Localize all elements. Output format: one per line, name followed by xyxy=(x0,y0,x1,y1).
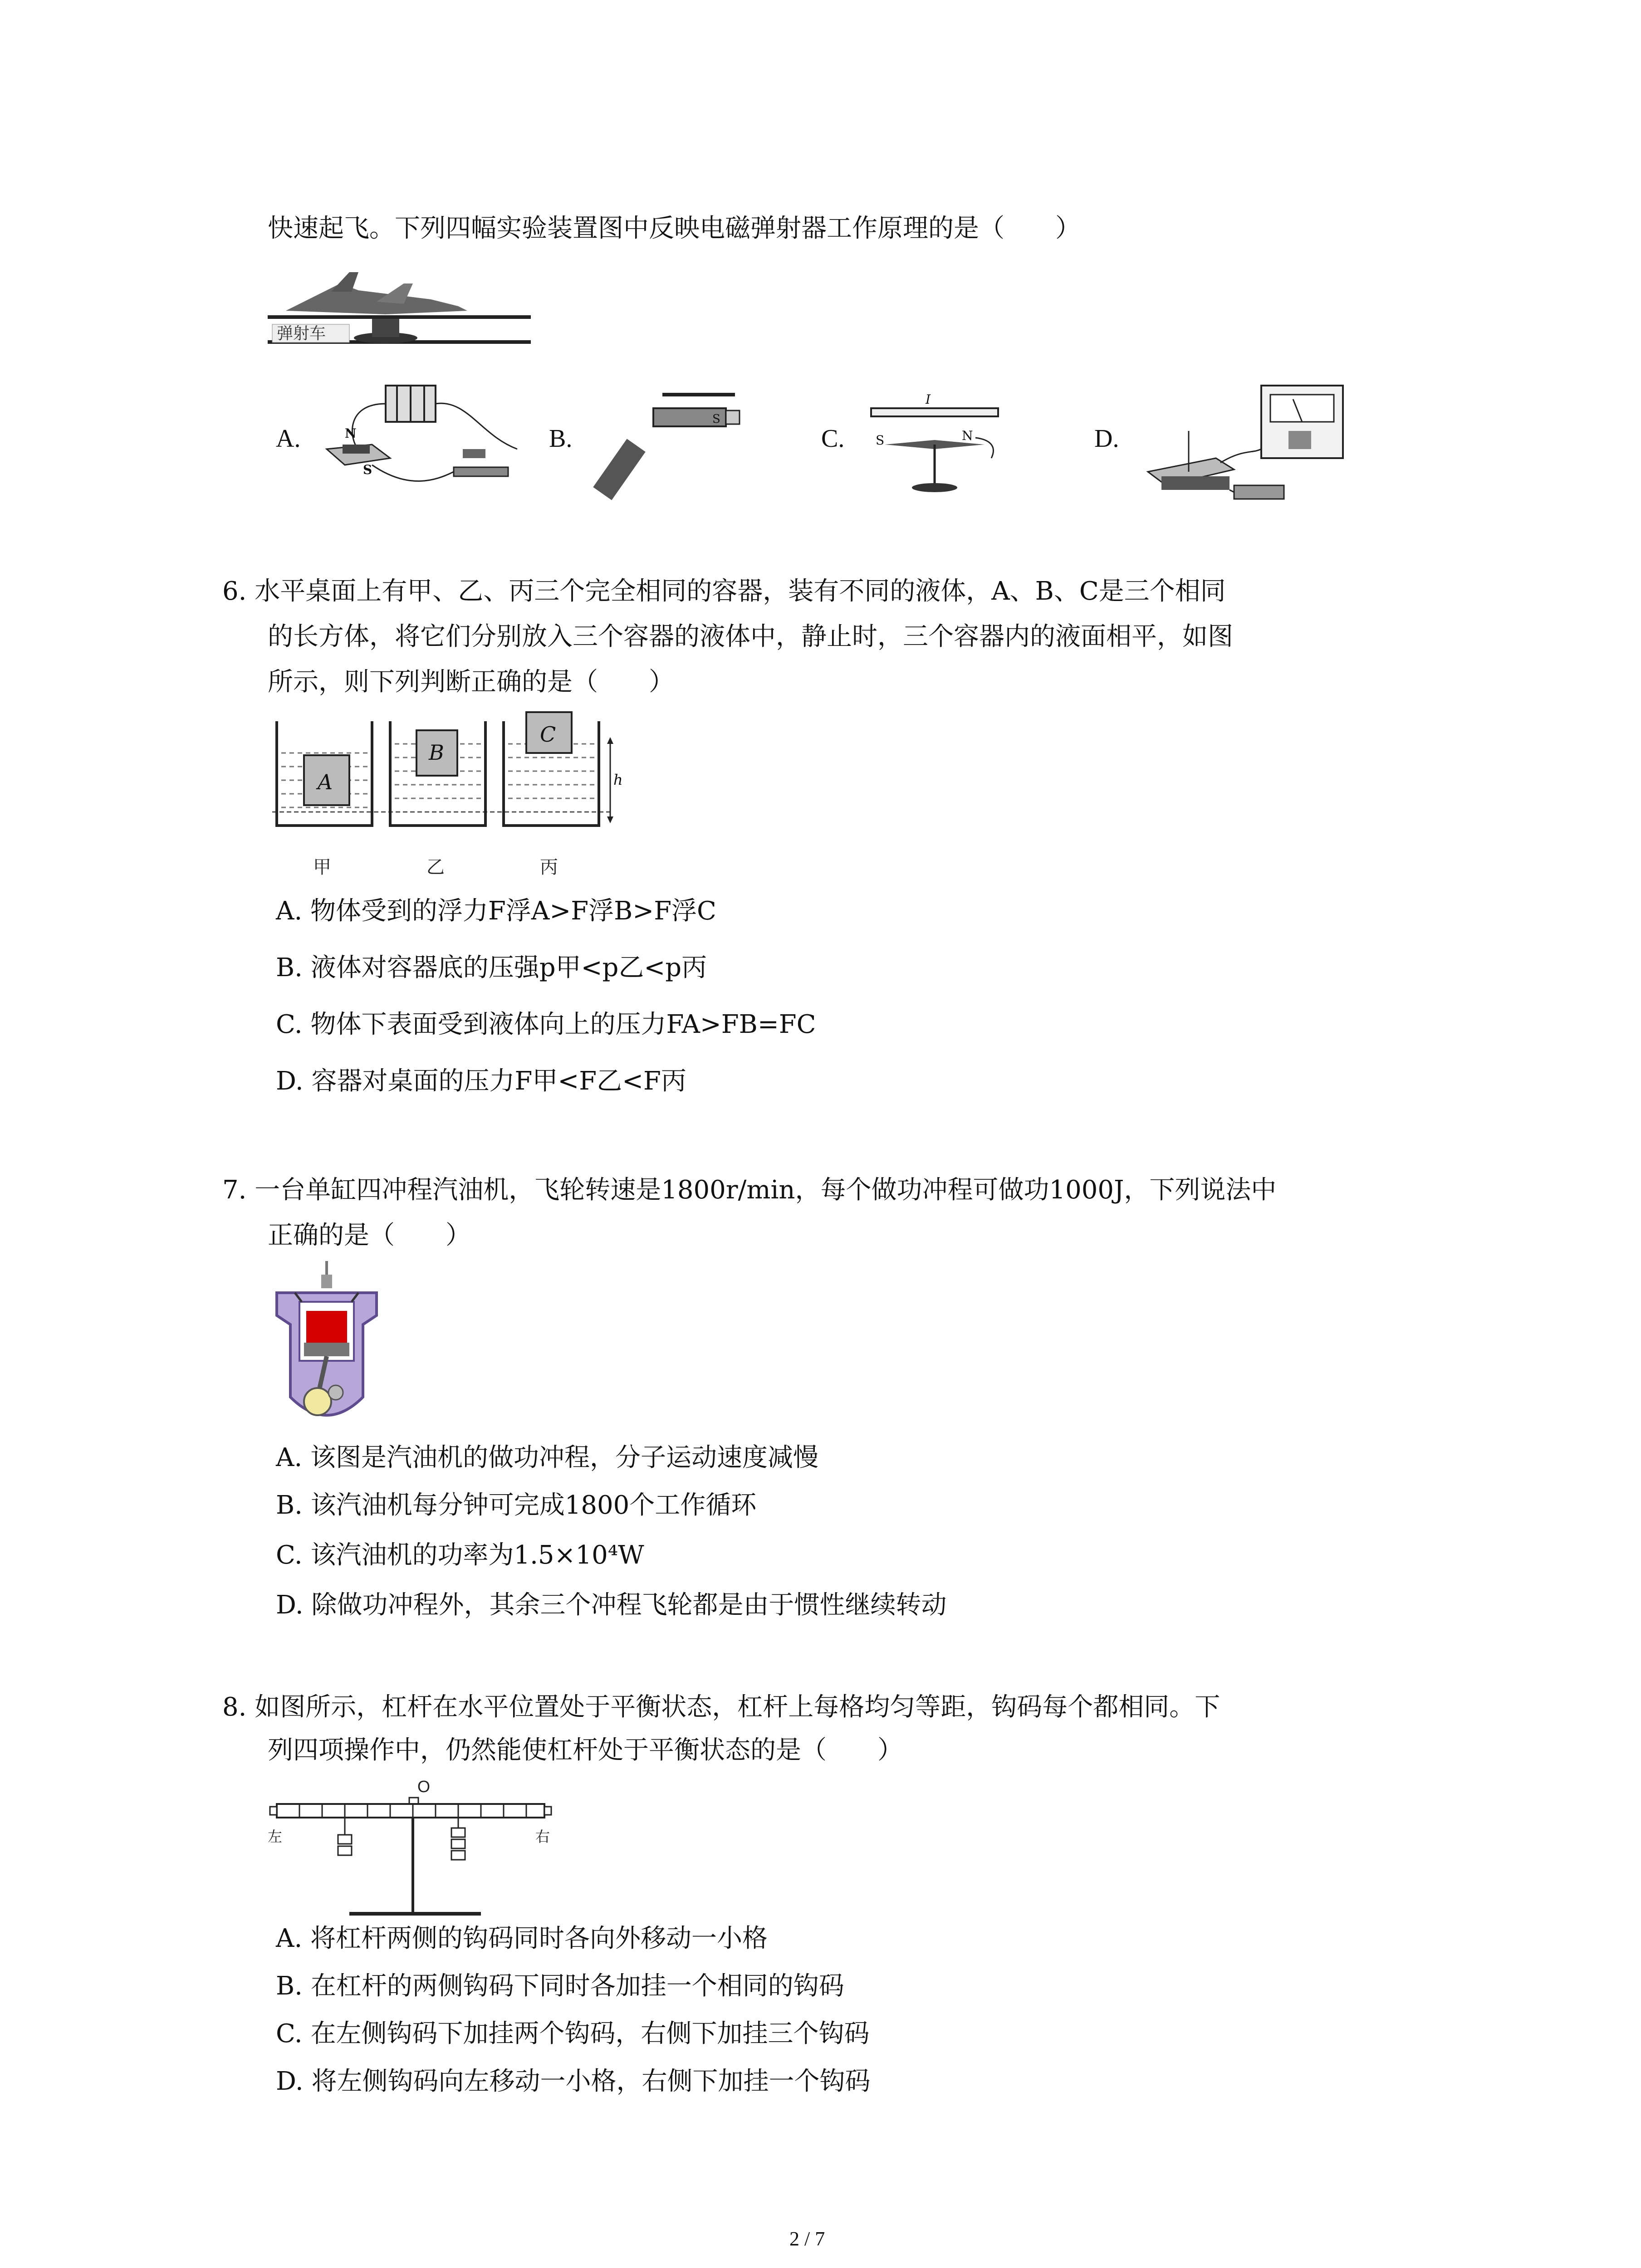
q8-option-d: D. 将左侧钩码向左移动一小格，右侧下加挂一个钩码 xyxy=(276,2067,871,2096)
q8-option-c: C. 在左侧钩码下加挂两个钩码，右侧下加挂三个钩码 xyxy=(276,2019,870,2048)
q7-option-c: C. 该汽油机的功率为1.5×10⁴W xyxy=(276,1540,644,1570)
svg-text:S: S xyxy=(712,412,720,426)
lever-figure xyxy=(268,1776,563,1926)
svg-text:S: S xyxy=(363,462,372,477)
container-jia-label: 甲 xyxy=(313,857,331,877)
left-label: 左 xyxy=(268,1828,283,1845)
svg-text:I: I xyxy=(926,392,931,407)
q6-text-line-1: 6. 水平桌面上有甲、乙、丙三个完全相同的容器，装有不同的液体，A、B、C是三个相同 xyxy=(222,577,1226,606)
svg-text:N: N xyxy=(962,428,973,443)
q7-text-line-2: 正确的是（ ） xyxy=(268,1221,471,1250)
q5-text-line: 快速起飞。下列四幅实验装置图中反映电磁弹射器工作原理的是（ ） xyxy=(268,214,1081,243)
block-b-label: B xyxy=(429,740,444,765)
q7-text-line-1: 7. 一台单缸四冲程汽油机，飞轮转速是1800r/min，每个做功冲程可做功1000J，下列说法中 xyxy=(222,1175,1277,1205)
right-label: 右 xyxy=(535,1828,550,1845)
q6-text-line-3: 所示，则下列判断正确的是（ ） xyxy=(268,667,674,697)
q8-text-line-1: 8. 如图所示，杠杆在水平位置处于平衡状态，杠杆上每格均匀等距，钩码每个都相同。下 xyxy=(222,1692,1220,1722)
q5-option-c-figure xyxy=(867,392,1003,503)
block-a-label: A xyxy=(318,770,333,794)
q5-option-a-figure xyxy=(318,381,522,490)
engine-figure xyxy=(268,1261,386,1433)
container-bing-label: 丙 xyxy=(540,857,558,877)
q6-option-c: C. 物体下表面受到液体向上的压力FA>FB=FC xyxy=(276,1010,816,1039)
q7-option-a: A. 该图是汽油机的做功冲程，分子运动速度减慢 xyxy=(276,1443,819,1472)
q6-option-a: A. 物体受到的浮力F浮A>F浮B>F浮C xyxy=(276,896,716,926)
q5-option-b-figure xyxy=(599,390,744,499)
q8-text-line-2: 列四项操作中，仍然能使杠杆处于平衡状态的是（ ） xyxy=(268,1735,903,1765)
height-label: h xyxy=(613,771,623,788)
q6-option-d: D. 容器对桌面的压力F甲<F乙<F丙 xyxy=(276,1066,686,1096)
q7-option-b: B. 该汽油机每分钟可完成1800个工作循环 xyxy=(276,1491,757,1520)
svg-text:S: S xyxy=(876,433,885,448)
svg-text:N: N xyxy=(345,426,357,441)
q5-option-d-figure xyxy=(1143,381,1352,508)
catapult-label: 弹射车 xyxy=(277,324,326,343)
q6-text-line-2: 的长方体，将它们分别放入三个容器的液体中，静止时，三个容器内的液面相平，如图 xyxy=(268,622,1233,651)
q5-option-d-label: D. xyxy=(1094,425,1119,453)
page-number: 2 / 7 xyxy=(789,2228,825,2250)
q5-option-c-label: C. xyxy=(821,425,845,453)
q8-option-b: B. 在杠杆的两侧钩码下同时各加挂一个相同的钩码 xyxy=(276,1971,844,2001)
q5-option-a-label: A. xyxy=(276,425,301,453)
block-c-label: C xyxy=(540,722,556,747)
containers-figure xyxy=(272,717,626,889)
q7-option-d: D. 除做功冲程外，其余三个冲程飞轮都是由于惯性继续转动 xyxy=(276,1590,947,1620)
q5-option-b-label: B. xyxy=(549,425,573,453)
container-yi-label: 乙 xyxy=(426,857,445,877)
q8-option-a: A. 将杠杆两侧的钩码同时各向外移动一小格 xyxy=(276,1924,768,1953)
q6-option-b: B. 液体对容器底的压强p甲<p乙<p丙 xyxy=(276,953,707,982)
catapult-figure xyxy=(268,265,531,370)
pivot-label: O xyxy=(417,1777,431,1796)
